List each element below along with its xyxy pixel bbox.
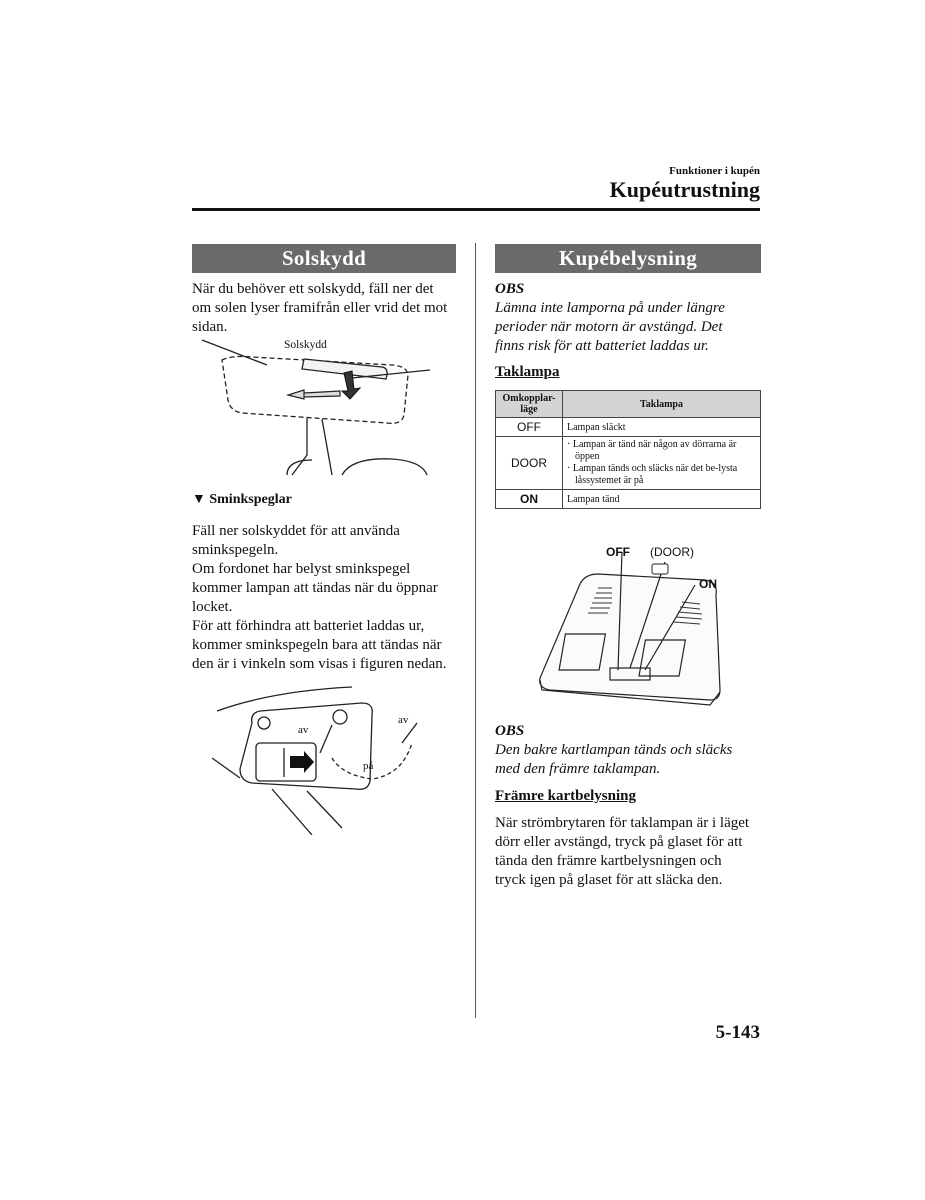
triangle-marker-icon: ▼ [192,492,206,507]
kartbelysning-heading: Främre kartbelysning [495,788,636,804]
header-rule [192,208,760,211]
column-divider [475,243,476,1018]
table-cell-mode: DOOR [496,437,563,490]
table-row [496,437,761,490]
label-off: OFF [606,545,630,559]
vanity-mirror-illustration [212,683,442,835]
section-heading-solskydd: Solskydd [192,244,456,273]
label-av-right: av [398,714,409,726]
table-cell-mode: OFF [496,418,563,437]
sminkspeglar-heading: ▼ Sminkspeglar [192,492,292,507]
kartbelysning-text: När strömbrytaren för taklampan är i läget dörr eller avstängd, tryck på glaset för att tända den främre kartbelysningen och tryck igen på glaset för att släcka den. [495,815,750,888]
label-door: (DOOR) [650,545,694,559]
taklampa-table [495,390,761,509]
solskydd-intro: När du behöver ett solskydd, fäll ner det om solen lyser framifrån eller vrid det mot sidan. [192,281,448,335]
sun-visor-illustration [192,335,457,480]
label-on: ON [699,577,717,591]
page-title: Kupéutrustning [609,177,760,202]
table-cell-desc: Lampan släckt [563,418,761,437]
door-switch-icon [652,564,668,574]
table-cell-mode: ON [496,490,563,509]
page-number: 5-143 [715,1022,760,1043]
obs-text-1: Lämna inte lamporna på under längre perioder när motorn är avstängd. Det finns risk för att batteriet laddas ur. [495,300,725,354]
table-cell-desc: · Lampan är tänd när någon av dörrarna är öppen · Lampan tänds och släcks när det be-lysta låssystemet är på [563,437,761,490]
taklampa-heading: Taklampa [495,364,560,380]
section-heading-kupebelysning: Kupébelysning [495,244,761,273]
running-section-label: Funktioner i kupén [669,165,760,177]
table-header-row [496,391,761,418]
obs-title-1: OBS [495,281,525,297]
table-header-mode: Omkopplar-läge [496,391,563,418]
table-row [496,418,761,437]
sminkspeglar-text: Fäll ner solskyddet för att använda sminkspegeln. Om fordonet har belyst sminkspegel kommer lampan att tändas när du öppnar locket. För att förhindra att batteriet laddas ur, kommer sminkspegeln bara att tändas när den är i vinkeln som visas i figuren nedan. [192,523,447,672]
table-header-lamp: Taklampa [563,391,761,418]
label-av-left: av [298,724,309,736]
figure1-label: Solskydd [284,339,327,351]
table-row [496,490,761,509]
rotate-arrow-icon [288,390,340,399]
label-pa: på [363,760,374,772]
overhead-console-illustration [520,540,750,715]
table-cell-desc: Lampan tänd [563,490,761,509]
obs-title-2: OBS [495,723,525,739]
obs-text-2: Den bakre kartlampan tänds och släcks med den främre taklampan. [495,742,733,777]
